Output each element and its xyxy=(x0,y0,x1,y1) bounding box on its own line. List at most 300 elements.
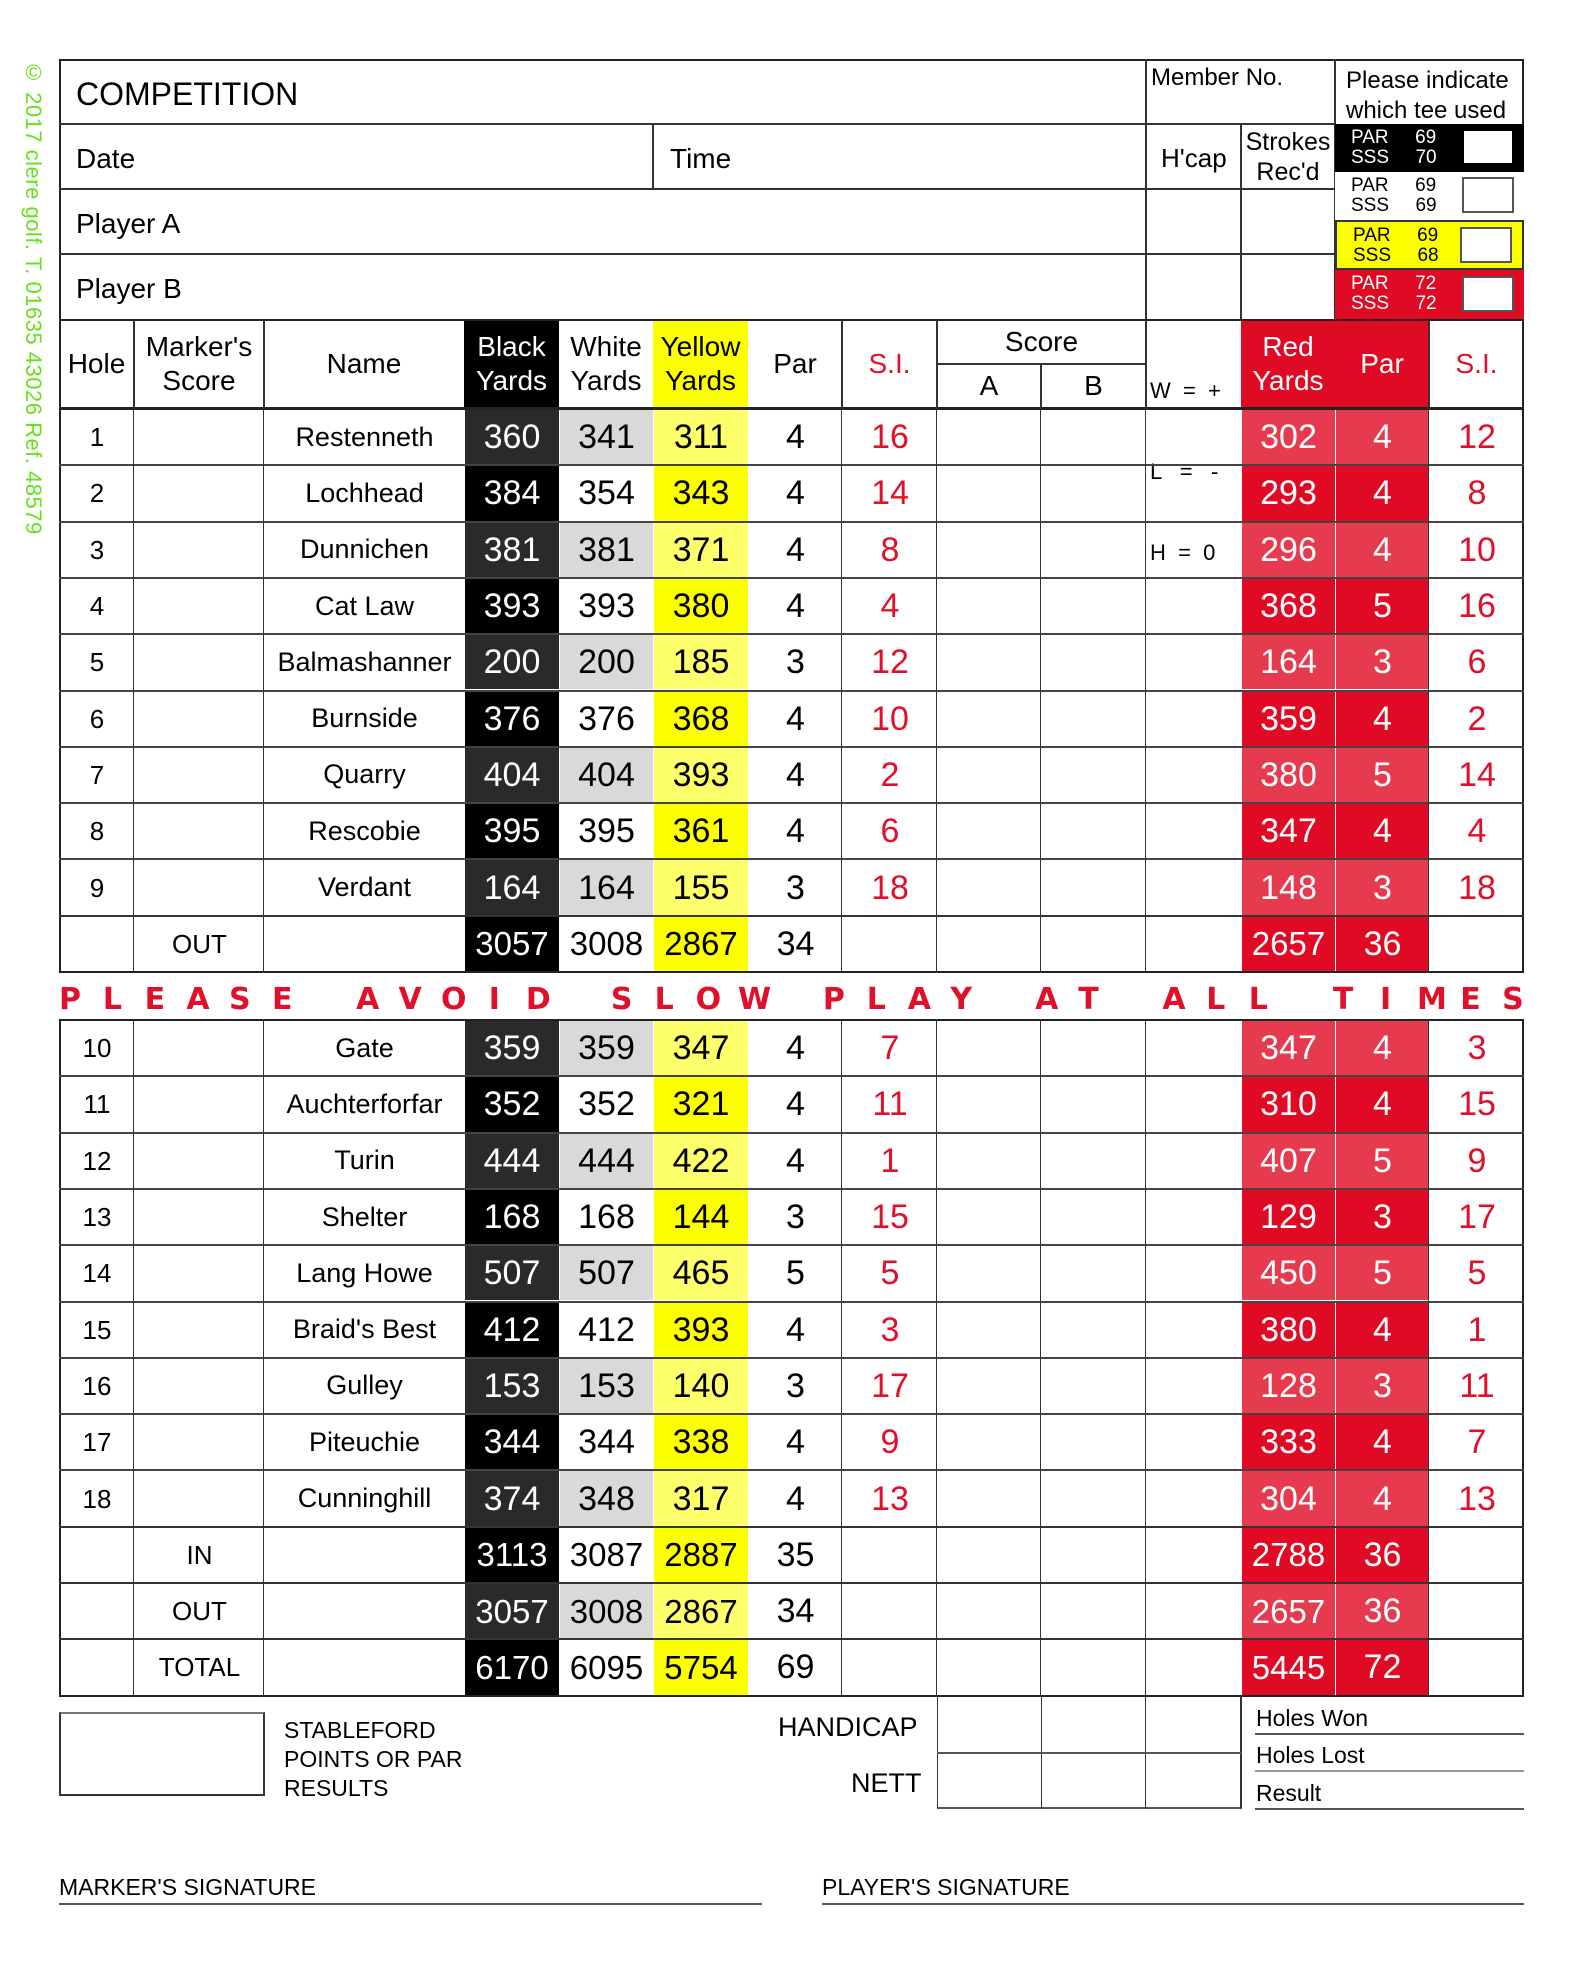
holes-lost-field[interactable] xyxy=(1255,1770,1524,1772)
back-nine-row-8-hole: 17 xyxy=(82,1427,112,1458)
slow-play-letter xyxy=(993,982,1015,1014)
front-nine-row-1-yellow: 311 xyxy=(654,410,748,464)
back-nine-row-8-red_par: 4 xyxy=(1336,1415,1429,1469)
player-a-hcap-field[interactable] xyxy=(1148,191,1238,251)
back-nine-row-1-b[interactable] xyxy=(1042,1021,1146,1075)
back-nine-row-4-a[interactable] xyxy=(938,1190,1041,1244)
front-nine-row-7-wlh[interactable] xyxy=(1147,748,1241,802)
back-nine-row-6-red: 380 xyxy=(1242,1303,1335,1357)
col-white-yards: White Yards xyxy=(570,331,642,396)
back-nine-row-11-white: 3008 xyxy=(560,1584,653,1638)
front-nine-row-1-red_si: 12 xyxy=(1458,418,1496,457)
front-nine-row-3-wlh[interactable] xyxy=(1147,523,1241,577)
back-nine-row-6-wlh[interactable] xyxy=(1147,1303,1241,1357)
back-nine-row-7-red_si: 11 xyxy=(1459,1366,1495,1405)
back-nine-row-11-b[interactable] xyxy=(1042,1584,1146,1638)
tee-red: PAR 72 SSS 72 xyxy=(1335,270,1524,320)
front-nine-row-9-red: 148 xyxy=(1242,860,1335,914)
tee-yellow-checkbox[interactable] xyxy=(1460,227,1512,263)
back-nine-row-5-b[interactable] xyxy=(1042,1246,1146,1300)
back-nine-row-10-a[interactable] xyxy=(938,1528,1041,1582)
front-nine-row-3-b[interactable] xyxy=(1042,523,1146,577)
front-nine-row-10-red: 2657 xyxy=(1242,917,1335,971)
front-nine-row-1-a[interactable] xyxy=(938,410,1041,464)
front-nine-row-9-a[interactable] xyxy=(938,860,1041,914)
back-nine-row-10-name xyxy=(265,1528,464,1582)
back-nine-row-10-b[interactable] xyxy=(1042,1528,1146,1582)
back-nine-row-6-name: Braid's Best xyxy=(292,1314,437,1345)
back-nine-row-2-si: 11 xyxy=(872,1085,908,1124)
player-b-name-field[interactable] xyxy=(200,256,1140,318)
back-nine-row-5-red_par: 5 xyxy=(1336,1246,1429,1300)
slow-play-letter xyxy=(780,982,802,1014)
front-nine-row-4-white: 393 xyxy=(560,579,653,633)
slow-play-letter: L xyxy=(1248,982,1268,1017)
back-nine-row-2-a[interactable] xyxy=(938,1077,1041,1131)
slow-play-letter: S xyxy=(610,982,633,1017)
back-nine-row-12-par: 69 xyxy=(776,1648,815,1687)
back-nine-row-1-wlh[interactable] xyxy=(1147,1021,1241,1075)
stableford-result-box[interactable] xyxy=(59,1712,265,1796)
slow-play-letter: S xyxy=(1502,982,1524,1017)
back-nine-row-1-yellow: 347 xyxy=(654,1021,748,1075)
slow-play-letter: D xyxy=(525,982,551,1017)
front-nine-row-9-name: Verdant xyxy=(317,872,412,903)
back-nine-row-6-a[interactable] xyxy=(938,1303,1041,1357)
back-nine-row-9-red: 304 xyxy=(1242,1471,1335,1525)
front-nine-row-5-hole: 5 xyxy=(89,647,105,678)
back-nine-row-4-b[interactable] xyxy=(1042,1190,1146,1244)
back-nine-row-9-marker[interactable] xyxy=(135,1471,264,1525)
copyright-notice: © 2017 clere golf. T. 01635 43026 Ref. 48579 xyxy=(21,60,46,535)
member-no-field[interactable] xyxy=(1148,96,1332,122)
back-nine-row-3-yellow: 422 xyxy=(654,1134,748,1188)
front-nine-row-2-yellow: 343 xyxy=(654,466,748,520)
front-nine-row-9-wlh[interactable] xyxy=(1147,860,1241,914)
front-nine-row-8-red_si: 4 xyxy=(1467,812,1487,851)
back-nine-row-2-marker[interactable] xyxy=(135,1077,264,1131)
date-field[interactable] xyxy=(160,126,648,186)
back-nine-row-10-wlh[interactable] xyxy=(1147,1528,1241,1582)
date-label: Date xyxy=(76,143,136,174)
front-nine-row-7-red_si: 14 xyxy=(1458,755,1496,794)
back-nine-row-10-red_si xyxy=(1430,1528,1524,1582)
front-nine-row-8-par: 4 xyxy=(786,812,805,851)
back-nine-row-3-red_par: 5 xyxy=(1336,1134,1429,1188)
back-nine-row-7-marker[interactable] xyxy=(135,1359,264,1413)
back-nine-row-9-yellow: 317 xyxy=(654,1471,748,1525)
slow-play-letter: L xyxy=(1206,982,1226,1017)
nett-label: NETT xyxy=(851,1768,922,1798)
front-nine-row-10-a[interactable] xyxy=(938,917,1041,971)
slow-play-letter: P xyxy=(822,982,845,1017)
nett-wlh-field[interactable] xyxy=(1147,1755,1240,1807)
back-nine-row-4-marker[interactable] xyxy=(135,1190,264,1244)
player-b-hcap-field[interactable] xyxy=(1148,256,1238,318)
front-nine-row-7-hole: 7 xyxy=(89,759,105,790)
back-nine-row-1-red_si: 3 xyxy=(1467,1029,1487,1068)
front-nine-row-7-white: 404 xyxy=(560,748,653,802)
slow-play-letter: A xyxy=(356,982,380,1017)
back-nine-row-3-red_si: 9 xyxy=(1467,1141,1487,1180)
back-nine-row-1-hole: 10 xyxy=(82,1033,112,1064)
front-nine-row-5-wlh[interactable] xyxy=(1147,635,1241,689)
back-nine-row-7-wlh[interactable] xyxy=(1147,1359,1241,1413)
slow-play-letter: O xyxy=(440,982,467,1017)
col-black-yards: Black Yards xyxy=(464,321,559,407)
back-nine-row-4-red_si: 17 xyxy=(1458,1198,1496,1237)
marker-signature-field[interactable] xyxy=(59,1903,762,1905)
front-nine-row-3-red: 296 xyxy=(1242,523,1335,577)
front-nine-row-9-si: 18 xyxy=(871,868,909,907)
front-nine-row-5-red: 164 xyxy=(1242,635,1335,689)
front-nine-row-2-si: 14 xyxy=(871,474,909,513)
back-nine-row-4-red: 129 xyxy=(1242,1190,1335,1244)
front-nine-row-8-hole: 8 xyxy=(89,816,105,847)
player-a-name-field[interactable] xyxy=(200,191,1140,251)
back-nine-row-7-a[interactable] xyxy=(938,1359,1041,1413)
front-nine-row-6-red_si: 2 xyxy=(1467,699,1487,738)
tee-white-checkbox[interactable] xyxy=(1462,177,1514,213)
back-nine-row-8-wlh[interactable] xyxy=(1147,1415,1241,1469)
front-nine-row-10-red_par: 36 xyxy=(1336,917,1429,971)
front-nine-row-6-a[interactable] xyxy=(938,692,1041,746)
tee-black: PAR 69 SSS 70 xyxy=(1335,124,1524,172)
back-nine-row-7-red: 128 xyxy=(1242,1359,1335,1413)
front-nine-row-6-hole: 6 xyxy=(89,703,105,734)
front-nine-row-6-par: 4 xyxy=(786,699,805,738)
back-nine-row-6-par: 4 xyxy=(786,1310,805,1349)
back-nine-row-9-si: 13 xyxy=(871,1479,909,1518)
slow-play-letter: L xyxy=(866,982,886,1017)
back-nine-row-7-par: 3 xyxy=(786,1366,805,1405)
slow-play-notice xyxy=(59,982,1524,1017)
col-red-par: Par xyxy=(1335,321,1429,407)
front-nine-row-9-marker[interactable] xyxy=(135,860,264,914)
front-nine-row-1-wlh[interactable] xyxy=(1147,410,1241,464)
slow-play-letter: L xyxy=(102,982,122,1017)
front-nine-row-9-yellow: 155 xyxy=(654,860,748,914)
front-nine-row-7-a[interactable] xyxy=(938,748,1041,802)
nett-b-field[interactable] xyxy=(1043,1755,1144,1807)
back-nine-row-8-par: 4 xyxy=(786,1423,805,1462)
front-nine-row-4-wlh[interactable] xyxy=(1147,579,1241,633)
slow-play-letter: T xyxy=(1078,982,1099,1017)
front-nine-row-3-par: 4 xyxy=(786,530,805,569)
back-nine-row-2-red: 310 xyxy=(1242,1077,1335,1131)
back-nine-row-11-red_par: 36 xyxy=(1336,1584,1429,1638)
back-nine-row-11-yellow: 2867 xyxy=(654,1584,748,1638)
slow-play-letter: E xyxy=(144,982,166,1017)
back-nine-row-8-b[interactable] xyxy=(1042,1415,1146,1469)
front-nine-row-6-b[interactable] xyxy=(1042,692,1146,746)
front-nine-row-4-hole: 4 xyxy=(89,591,105,622)
front-nine-row-2-par: 4 xyxy=(786,474,805,513)
back-nine-row-1-red: 347 xyxy=(1242,1021,1335,1075)
front-nine-row-8-yellow: 361 xyxy=(654,804,748,858)
slow-play-letter: I xyxy=(488,982,500,1017)
front-nine-row-5-b[interactable] xyxy=(1042,635,1146,689)
front-nine-row-2-marker[interactable] xyxy=(135,466,264,520)
back-nine-row-9-b[interactable] xyxy=(1042,1471,1146,1525)
slow-play-letter: E xyxy=(1460,982,1481,1017)
front-nine-row-2-b[interactable] xyxy=(1042,466,1146,520)
tee-white: PAR 69 SSS 69 xyxy=(1335,172,1524,220)
front-nine-row-1-par: 4 xyxy=(786,418,805,457)
back-nine-row-6-yellow: 393 xyxy=(654,1303,748,1357)
col-score: Score xyxy=(1004,326,1079,358)
front-nine-row-9-b[interactable] xyxy=(1042,860,1146,914)
time-field[interactable] xyxy=(750,126,1140,186)
back-nine-row-2-white: 352 xyxy=(560,1077,653,1131)
col-yellow-yards: Yellow Yards xyxy=(653,321,748,407)
front-nine-row-7-par: 4 xyxy=(786,755,805,794)
back-nine-row-2-b[interactable] xyxy=(1042,1077,1146,1131)
back-nine-row-9-red_par: 4 xyxy=(1336,1471,1429,1525)
back-nine-row-12-name xyxy=(265,1640,464,1694)
front-nine-row-10-b[interactable] xyxy=(1042,917,1146,971)
back-nine-row-8-white: 344 xyxy=(560,1415,653,1469)
front-nine-row-3-hole: 3 xyxy=(89,534,105,565)
back-nine-row-11-red: 2657 xyxy=(1242,1584,1335,1638)
front-nine-row-4-si: 4 xyxy=(880,587,900,626)
col-hole: Hole xyxy=(67,348,126,380)
back-nine-row-12-red_par: 72 xyxy=(1336,1640,1429,1694)
front-nine-row-9-red_par: 3 xyxy=(1336,860,1429,914)
player-b-strokes-field[interactable] xyxy=(1243,256,1333,318)
front-nine-row-8-wlh[interactable] xyxy=(1147,804,1241,858)
front-nine-row-4-b[interactable] xyxy=(1042,579,1146,633)
front-nine-row-7-b[interactable] xyxy=(1042,748,1146,802)
player-signature-field[interactable] xyxy=(822,1903,1524,1905)
col-red-yards: Red Yards xyxy=(1241,321,1335,407)
handicap-b-field[interactable] xyxy=(1043,1698,1144,1751)
handicap-a-field[interactable] xyxy=(939,1698,1040,1751)
back-nine-row-1-marker[interactable] xyxy=(135,1021,264,1075)
front-nine-row-2-red: 293 xyxy=(1242,466,1335,520)
player-a-strokes-field[interactable] xyxy=(1243,191,1333,251)
handicap-wlh-field[interactable] xyxy=(1147,1698,1240,1751)
back-nine-row-3-wlh[interactable] xyxy=(1147,1134,1241,1188)
back-nine-row-4-name: Shelter xyxy=(321,1201,408,1232)
front-nine-row-2-a[interactable] xyxy=(938,466,1041,520)
back-nine-row-4-red_par: 3 xyxy=(1336,1190,1429,1244)
front-nine-row-1-red_par: 4 xyxy=(1336,410,1429,464)
front-nine-row-10-par: 34 xyxy=(776,924,815,963)
back-nine-row-4-hole: 13 xyxy=(82,1202,112,1233)
front-nine-row-1-black: 360 xyxy=(465,410,559,464)
slow-play-letter xyxy=(568,982,590,1014)
back-nine-row-1-red_par: 4 xyxy=(1336,1021,1429,1075)
back-nine-row-10-hole xyxy=(60,1528,134,1582)
front-nine-row-2-name: Lochhead xyxy=(305,477,424,508)
back-nine-row-4-wlh[interactable] xyxy=(1147,1190,1241,1244)
back-nine-row-7-b[interactable] xyxy=(1042,1359,1146,1413)
col-wlh-legend: W = + L = - H = 0 xyxy=(1150,378,1221,565)
front-nine-row-6-red_par: 4 xyxy=(1336,692,1429,746)
back-nine-row-8-si: 9 xyxy=(880,1423,900,1462)
back-nine-row-2-yellow: 321 xyxy=(654,1077,748,1131)
back-nine-row-11-marker: OUT xyxy=(172,1596,227,1627)
back-nine-row-5-a[interactable] xyxy=(938,1246,1041,1300)
back-nine-row-3-marker[interactable] xyxy=(135,1134,264,1188)
front-nine-row-10-white: 3008 xyxy=(560,917,653,971)
front-nine-row-6-name: Burnside xyxy=(311,703,418,734)
front-nine-row-8-red_par: 4 xyxy=(1336,804,1429,858)
strokes-received-label: Strokes Rec'd xyxy=(1245,128,1331,186)
competition-field[interactable] xyxy=(330,61,1140,121)
front-nine-row-9-red_si: 18 xyxy=(1458,868,1496,907)
front-nine-row-2-hole: 2 xyxy=(89,478,105,509)
back-nine-row-2-red_par: 4 xyxy=(1336,1077,1429,1131)
back-nine-row-5-hole: 14 xyxy=(82,1258,112,1289)
player-signature-label: PLAYER'S SIGNATURE xyxy=(822,1874,1070,1900)
back-nine-row-12-black: 6170 xyxy=(465,1640,559,1694)
front-nine-row-3-red_si: 10 xyxy=(1458,530,1496,569)
back-nine-row-6-marker[interactable] xyxy=(135,1303,264,1357)
front-nine-row-8-marker[interactable] xyxy=(135,804,264,858)
back-nine-row-2-black: 352 xyxy=(465,1077,559,1131)
tee-indicate-label: Please indicate which tee used xyxy=(1346,67,1509,124)
back-nine-row-2-wlh[interactable] xyxy=(1147,1077,1241,1131)
back-nine-row-9-name: Cunninghill xyxy=(297,1483,432,1514)
front-nine-row-8-b[interactable] xyxy=(1042,804,1146,858)
front-nine-row-3-yellow: 371 xyxy=(654,523,748,577)
result-field[interactable] xyxy=(1255,1808,1524,1810)
nett-a-field[interactable] xyxy=(939,1755,1040,1807)
tee-black-checkbox[interactable] xyxy=(1462,129,1514,165)
back-nine-row-8-a[interactable] xyxy=(938,1415,1041,1469)
slow-play-letter xyxy=(314,982,336,1014)
front-nine-row-4-red_par: 5 xyxy=(1336,579,1429,633)
col-name: Name xyxy=(326,348,402,380)
front-nine-row-10-name xyxy=(265,917,464,971)
back-nine-row-11-par: 34 xyxy=(776,1592,815,1631)
front-nine-row-4-red: 368 xyxy=(1242,579,1335,633)
front-nine-row-5-black: 200 xyxy=(465,635,559,689)
front-nine-row-5-marker[interactable] xyxy=(135,635,264,689)
back-nine-row-6-red_si: 1 xyxy=(1467,1310,1487,1349)
back-nine-row-3-a[interactable] xyxy=(938,1134,1041,1188)
holes-won-field[interactable] xyxy=(1255,1733,1524,1735)
back-nine-row-6-b[interactable] xyxy=(1042,1303,1146,1357)
front-nine-row-6-yellow: 368 xyxy=(654,692,748,746)
front-nine-row-6-wlh[interactable] xyxy=(1147,692,1241,746)
front-nine-row-7-name: Quarry xyxy=(323,759,406,790)
front-nine-row-7-red: 380 xyxy=(1242,748,1335,802)
back-nine-row-8-marker[interactable] xyxy=(135,1415,264,1469)
front-nine-row-6-marker[interactable] xyxy=(135,692,264,746)
back-nine-row-10-black: 3113 xyxy=(465,1528,559,1582)
front-nine-row-7-marker[interactable] xyxy=(135,748,264,802)
back-nine-row-5-white: 507 xyxy=(560,1246,653,1300)
back-nine-row-3-black: 444 xyxy=(465,1134,559,1188)
front-nine-row-2-white: 354 xyxy=(560,466,653,520)
back-nine-row-3-name: Turin xyxy=(334,1145,395,1176)
front-nine-row-1-name: Restenneth xyxy=(295,421,434,452)
time-label: Time xyxy=(670,143,732,174)
front-nine-row-10-wlh[interactable] xyxy=(1147,917,1241,971)
back-nine-row-12-b[interactable] xyxy=(1042,1640,1146,1694)
front-nine-row-2-wlh[interactable] xyxy=(1147,466,1241,520)
front-nine-row-10-black: 3057 xyxy=(465,917,559,971)
front-nine-row-1-marker[interactable] xyxy=(135,410,264,464)
back-nine-row-12-wlh[interactable] xyxy=(1147,1640,1241,1694)
front-nine-row-4-marker[interactable] xyxy=(135,579,264,633)
front-nine-row-2-red_si: 8 xyxy=(1467,474,1487,513)
front-nine-row-5-red_par: 3 xyxy=(1336,635,1429,689)
back-nine-row-10-yellow: 2887 xyxy=(654,1528,748,1582)
back-nine-row-9-wlh[interactable] xyxy=(1147,1471,1241,1525)
back-nine-row-3-par: 4 xyxy=(786,1141,805,1180)
front-nine-row-4-a[interactable] xyxy=(938,579,1041,633)
slow-play-letter: A xyxy=(1035,982,1059,1017)
back-nine-row-8-name: Piteuchie xyxy=(308,1426,421,1457)
back-nine-row-4-par: 3 xyxy=(786,1198,805,1237)
front-nine-row-3-a[interactable] xyxy=(938,523,1041,577)
front-nine-row-5-a[interactable] xyxy=(938,635,1041,689)
back-nine-row-3-b[interactable] xyxy=(1042,1134,1146,1188)
back-nine-row-1-par: 4 xyxy=(786,1029,805,1068)
tee-yellow: PAR 69 SSS 68 xyxy=(1335,220,1524,270)
front-nine-row-10-hole xyxy=(60,917,134,971)
front-nine-row-3-si: 8 xyxy=(880,530,900,569)
hcap-label: H'cap xyxy=(1161,143,1227,173)
back-nine-row-11-hole xyxy=(60,1584,134,1638)
back-nine-row-9-a[interactable] xyxy=(938,1471,1041,1525)
back-nine-row-12-red_si xyxy=(1430,1640,1524,1694)
back-nine-row-11-si xyxy=(843,1584,937,1638)
slow-play-letter: M xyxy=(1417,982,1447,1017)
holes-lost-label: Holes Lost xyxy=(1256,1742,1365,1768)
front-nine-row-1-b[interactable] xyxy=(1042,410,1146,464)
back-nine-row-11-a[interactable] xyxy=(938,1584,1041,1638)
back-nine-row-1-si: 7 xyxy=(880,1029,900,1068)
front-nine-row-1-white: 341 xyxy=(560,410,653,464)
front-nine-row-3-black: 381 xyxy=(465,523,559,577)
front-nine-row-10-red_si xyxy=(1430,917,1524,971)
front-nine-row-4-red_si: 16 xyxy=(1458,587,1496,626)
front-nine-row-9-black: 164 xyxy=(465,860,559,914)
front-nine-row-10-si xyxy=(843,917,937,971)
tee-red-checkbox[interactable] xyxy=(1462,276,1514,312)
front-nine-row-5-yellow: 185 xyxy=(654,635,748,689)
back-nine-row-5-wlh[interactable] xyxy=(1147,1246,1241,1300)
front-nine-row-8-a[interactable] xyxy=(938,804,1041,858)
front-nine-row-2-red_par: 4 xyxy=(1336,466,1429,520)
back-nine-row-12-yellow: 5754 xyxy=(654,1640,748,1694)
col-score-a: A xyxy=(979,369,999,401)
back-nine-row-11-wlh[interactable] xyxy=(1147,1584,1241,1638)
back-nine-row-1-white: 359 xyxy=(560,1021,653,1075)
front-nine-row-4-par: 4 xyxy=(786,587,805,626)
back-nine-row-12-red: 5445 xyxy=(1242,1640,1335,1694)
col-si: S.I. xyxy=(868,348,911,380)
back-nine-row-4-si: 15 xyxy=(871,1198,909,1237)
back-nine-row-7-si: 17 xyxy=(871,1366,909,1405)
back-nine-row-1-black: 359 xyxy=(465,1021,559,1075)
front-nine-row-4-black: 393 xyxy=(465,579,559,633)
back-nine-row-1-a[interactable] xyxy=(938,1021,1041,1075)
back-nine-row-11-name xyxy=(265,1584,464,1638)
back-nine-row-12-hole xyxy=(60,1640,134,1694)
back-nine-row-10-white: 3087 xyxy=(560,1528,653,1582)
back-nine-row-5-marker[interactable] xyxy=(135,1246,264,1300)
back-nine-row-12-a[interactable] xyxy=(938,1640,1041,1694)
front-nine-row-10-marker: OUT xyxy=(172,928,227,959)
back-nine-row-5-yellow: 465 xyxy=(654,1246,748,1300)
front-nine-row-3-marker[interactable] xyxy=(135,523,264,577)
